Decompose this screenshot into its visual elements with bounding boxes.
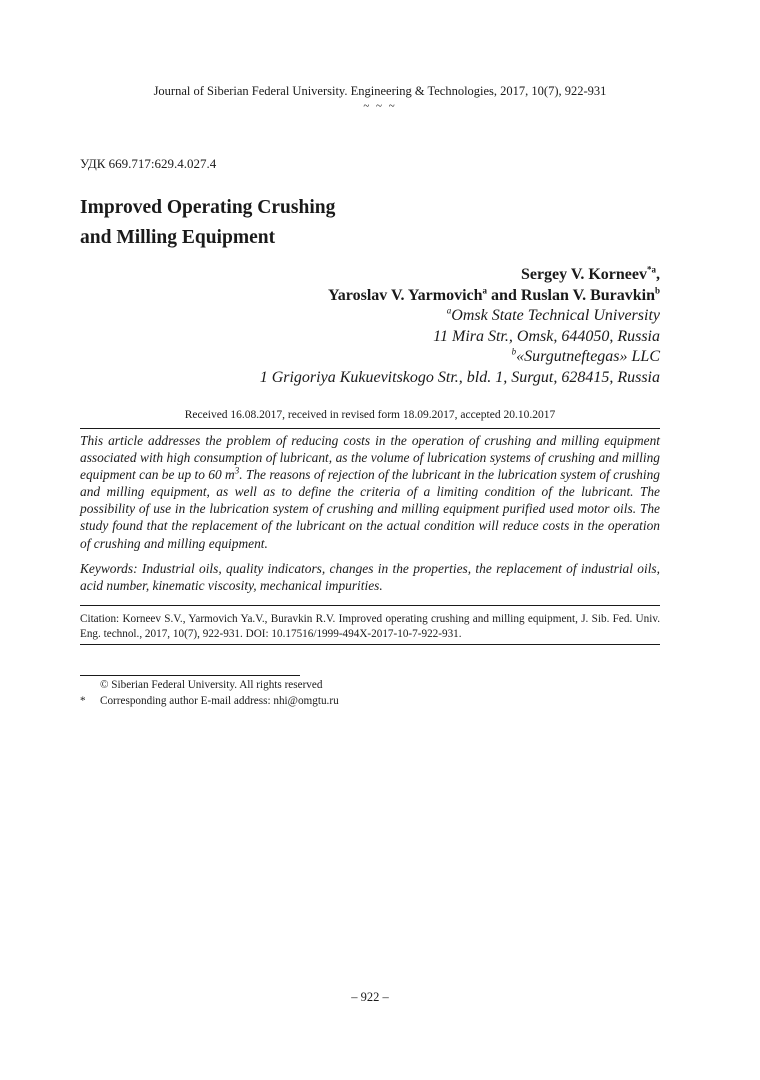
abstract-top-rule [80, 428, 660, 429]
udk-code: УДК 669.717:629.4.027.4 [80, 156, 217, 171]
abstract-text-2: . The reasons of rejection of the lubricant in the lubrication system of crushing and milling equipment, as well as to define the criteria of a limiting condition of the lubricant. The possibility of use in the lubrication system of crushing and milling equipment purified used motor oils. The study found that the replacement of the lubricant on the actual condition will reduce costs in the operation of crushing and milling equipment. [80, 467, 660, 551]
abstract-sup: 3 [234, 465, 240, 476]
author-1-marker: *a [647, 264, 656, 275]
author-line-2 [260, 286, 660, 307]
affiliation-a-address: 11 Mira Str., Omsk, 644050, Russia [433, 327, 660, 345]
footnote-copyright [80, 677, 322, 693]
author-line-1 [260, 265, 660, 286]
affiliation-a-name: Omsk State Technical University [451, 307, 660, 324]
author-1-comma: , [656, 266, 660, 283]
title-line-2: and Milling Equipment [80, 227, 276, 248]
author-3: Ruslan V. Buravkin [520, 286, 655, 304]
abstract-text-1: This article addresses the problem of reducing costs in the operation of crushing and milling equipment associated with high consumption of lubricant, as the volume of lubrication systems of crushing and milling equipment can be up to 60 m [80, 433, 660, 483]
author-2-marker: a [482, 285, 488, 296]
article-title [80, 193, 335, 253]
affiliation-a-org [260, 306, 660, 327]
citation-bottom-rule [80, 644, 660, 645]
author-and: and [487, 286, 521, 304]
citation: Citation: Korneev S.V., Yarmovich Ya.V., Buravkin R.V. Improved operating crushing and milling equipment, J. Sib. Fed. Univ. Eng. technol., 2017, 10(7), 922-931. DOI: 10.17516/1999-494X-2017-10-7-922-931. [80, 613, 660, 640]
header-ornament: ~ ~ ~ [363, 100, 397, 112]
affiliation-b-address: 1 Grigoriya Kukuevitskogo Str., bld. 1, Surgut, 628415, Russia [259, 368, 660, 386]
author-2: Yaroslav V. Yarmovich [328, 286, 483, 304]
author-3-marker: b [654, 285, 660, 296]
footnote-star: * [80, 695, 86, 707]
citation-top-rule [80, 605, 660, 606]
affiliation-b-name: «Surgutneftegas» LLC [516, 348, 660, 365]
abstract [80, 432, 660, 552]
author-1: Sergey V. Korneev [520, 266, 647, 283]
authors-block [260, 265, 660, 388]
received-dates: Received 16.08.2017, received in revised form 18.09.2017, accepted 20.10.2017 [184, 409, 556, 421]
copyright-text: © Siberian Federal University. All rights reserved [100, 679, 323, 691]
affiliation-b-org [260, 347, 660, 368]
affiliation-a-marker: a [446, 305, 452, 316]
journal-header: Journal of Siberian Federal University. Engineering & Technologies, 2017, 10(7), 922-931 [153, 84, 607, 98]
keywords: Keywords: Industrial oils, quality indicators, changes in the properties, the replacement of industrial oils, acid number, kinematic viscosity, mechanical impurities. [80, 561, 660, 594]
corresponding-email: Corresponding author E-mail address: nhi@omgtu.ru [100, 695, 339, 707]
title-line-1: Improved Operating Crushing [80, 197, 336, 218]
footnote-corresponding [80, 693, 339, 709]
page-number: – 922 – [351, 990, 389, 1004]
footnote-rule [80, 675, 300, 676]
affiliation-b-marker: b [511, 346, 517, 357]
